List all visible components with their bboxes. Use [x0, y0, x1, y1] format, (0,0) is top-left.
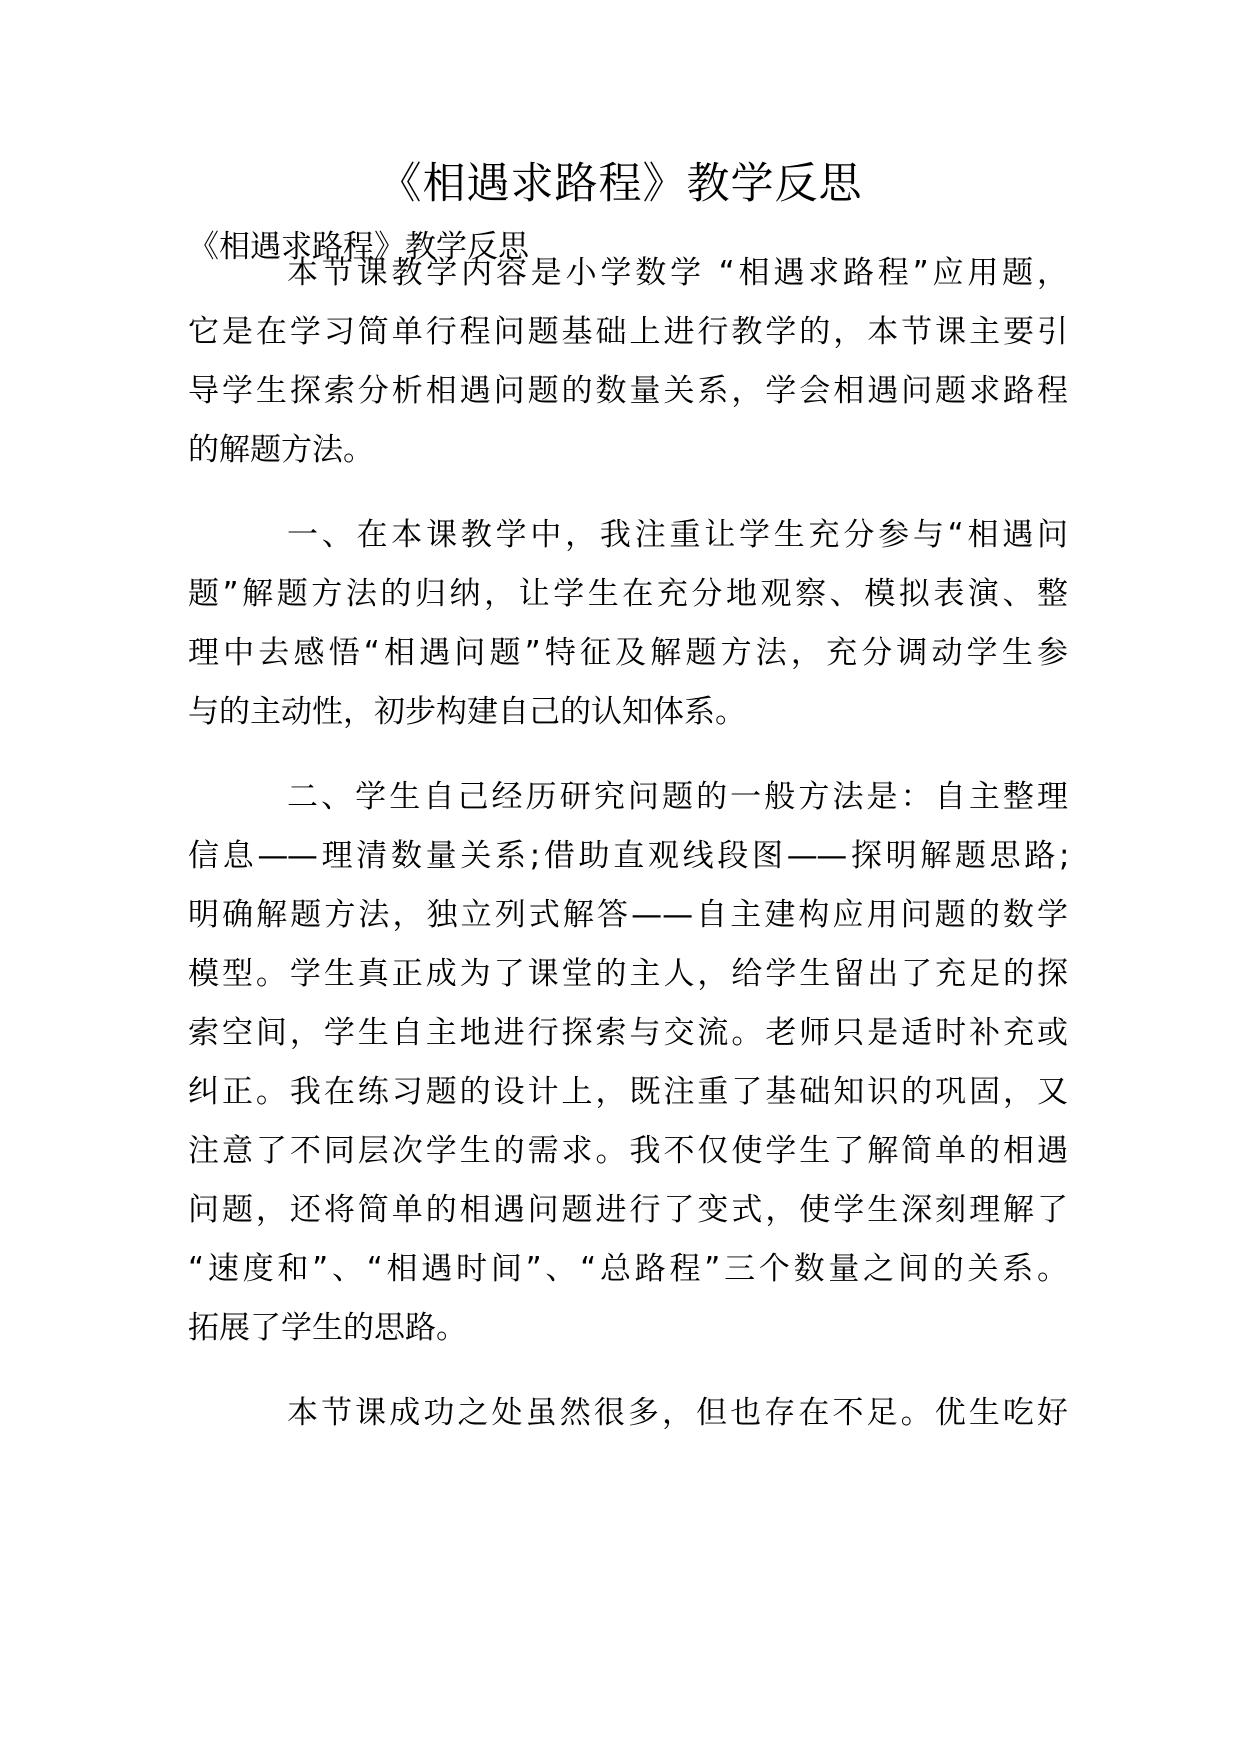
paragraph-line: 导学生探索分析相遇问题的数量关系，学会相遇问题求路程 — [188, 373, 1068, 409]
paragraph-point-two — [188, 768, 1068, 1358]
paragraph-line: 注意了不同层次学生的需求。我不仅使学生了解简单的相遇 — [188, 1133, 1068, 1169]
paragraph-line: 拓展了学生的思路。 — [188, 1310, 467, 1346]
paragraph-line: 本节课成功之处虽然很多，但也存在不足。优生吃好 — [287, 1395, 1068, 1431]
paragraph-line: 明确解题方法，独立列式解答——自主建构应用问题的数学 — [188, 897, 1068, 933]
paragraph-line: 二、学生自己经历研究问题的一般方法是：自主整理 — [287, 779, 1068, 815]
paragraph-line: 一、在本课教学中，我注重让学生充分参与“相遇问 — [287, 517, 1068, 553]
paragraph-line: 信息——理清数量关系;借助直观线段图——探明解题思路; — [188, 838, 1068, 874]
paragraph-intro — [188, 244, 1068, 480]
paragraph-point-one — [188, 506, 1068, 742]
paragraph-line: 它是在学习简单行程问题基础上进行教学的，本节课主要引 — [188, 314, 1068, 350]
paragraph-line: 本节课教学内容是小学数学 “相遇求路程”应用题， — [287, 255, 1068, 291]
document-title: 《相遇求路程》教学反思 — [378, 159, 863, 209]
document-subtitle: 《相遇求路程》教学反思 — [188, 229, 529, 265]
paragraph-line: 的解题方法。 — [188, 432, 374, 468]
paragraph-line: 纠正。我在练习题的设计上，既注重了基础知识的巩固，又 — [188, 1074, 1068, 1110]
paragraph-line: 模型。学生真正成为了课堂的主人，给学生留出了充足的探 — [188, 956, 1068, 992]
paragraph-line: 理中去感悟“相遇问题”特征及解题方法，充分调动学生参 — [188, 635, 1068, 671]
paragraph-conclusion — [188, 1384, 1068, 1443]
paragraph-line: 问题，还将简单的相遇问题进行了变式，使学生深刻理解了 — [188, 1192, 1068, 1228]
paragraph-line: 题”解题方法的归纳，让学生在充分地观察、模拟表演、整 — [188, 576, 1068, 612]
paragraph-line: “速度和”、“相遇时间”、“总路程”三个数量之间的关系。 — [188, 1251, 1068, 1287]
paragraph-line: 与的主动性，初步构建自己的认知体系。 — [188, 694, 746, 730]
paragraph-line: 索空间，学生自主地进行探索与交流。老师只是适时补充或 — [188, 1015, 1068, 1051]
